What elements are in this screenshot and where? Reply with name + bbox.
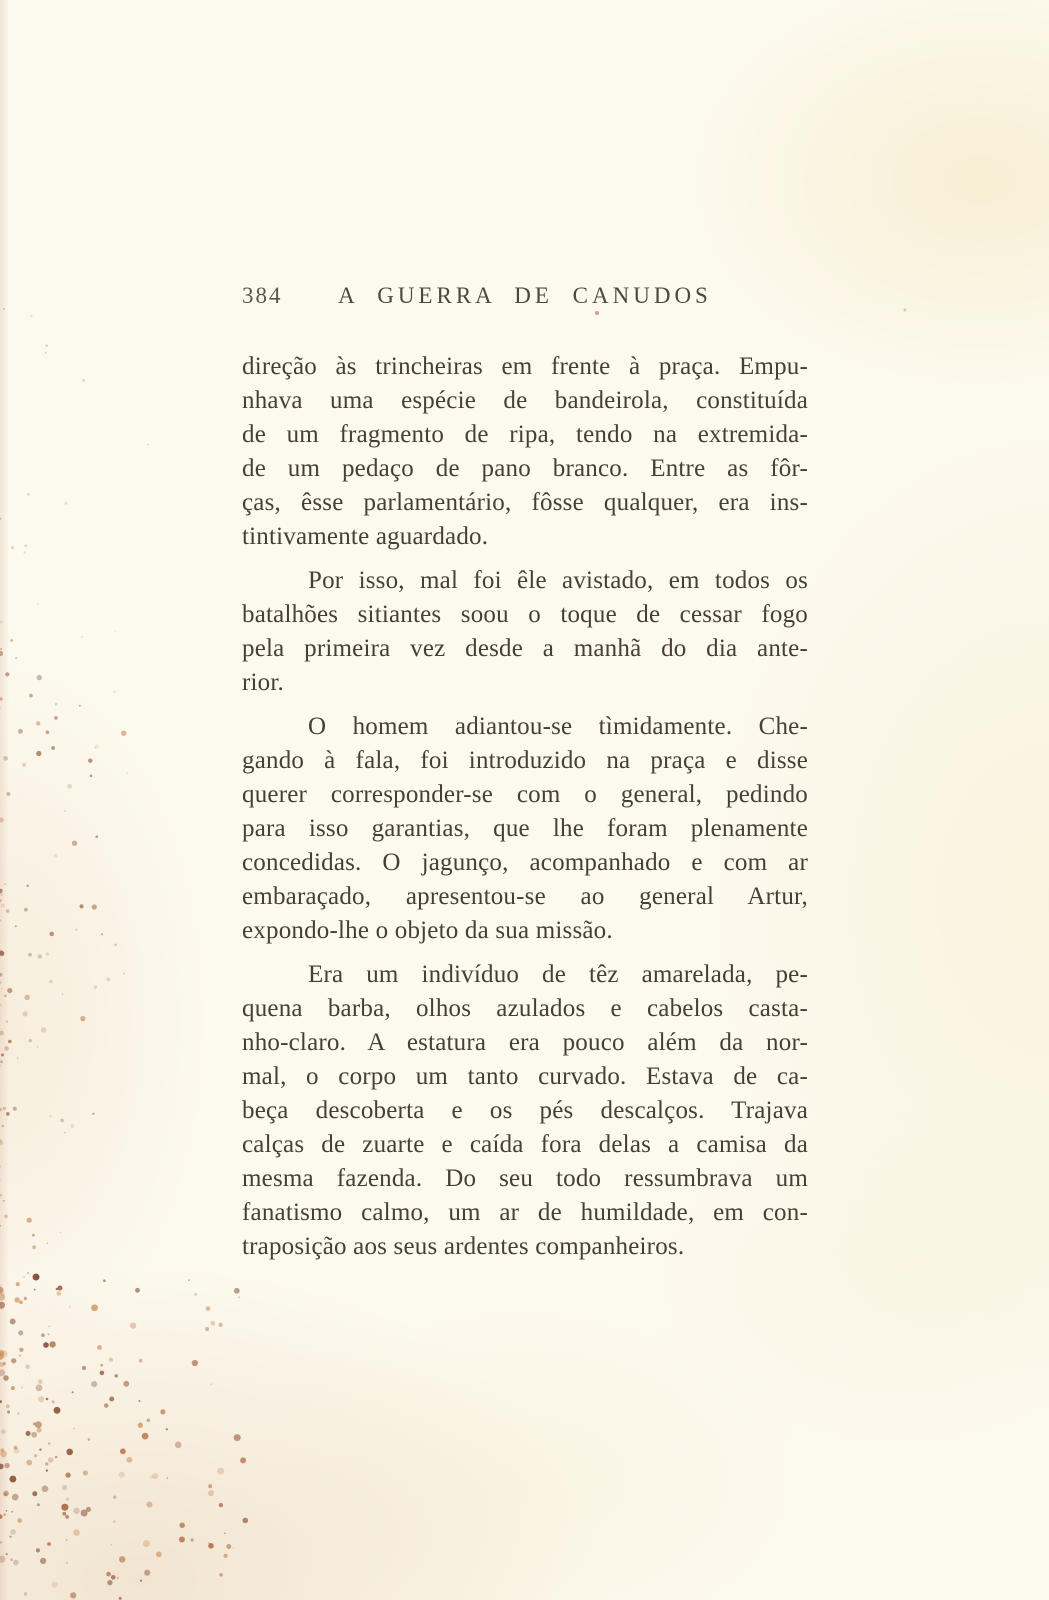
text-line: nho-claro. A estatura era pouco além da nor- (242, 1029, 808, 1056)
text-line: batalhões sitiantes soou o toque de cessar fogo (242, 601, 808, 628)
text-line: pela primeira vez desde a manhã do dia ante- (242, 635, 808, 662)
text-line: calças de zuarte e caída fora delas a camisa da (242, 1131, 808, 1158)
text-line: nhava uma espécie de bandeirola, constituída (242, 387, 808, 414)
text-line: mesma fazenda. Do seu todo ressumbrava um (242, 1165, 808, 1192)
running-title: A GUERRA DE CANUDOS (338, 283, 712, 308)
text-line: concedidas. O jagunço, acompanhado e com ar (242, 849, 808, 876)
text-line: de um fragmento de ripa, tendo na extremida- (242, 421, 808, 448)
text-line: rior. (242, 669, 284, 696)
body-text (242, 350, 808, 1264)
text-line: querer corresponder-se com o general, pedindo (242, 781, 808, 808)
text-line: tintivamente aguardado. (242, 523, 489, 550)
text-line: de um pedaço de pano branco. Entre as fôr- (242, 455, 808, 482)
text-line: ças, êsse parlamentário, fôsse qualquer, era ins- (242, 489, 808, 516)
paragraph (242, 958, 808, 1264)
text-line: traposição aos seus ardentes companheiros. (242, 1233, 685, 1260)
text-line: Por isso, mal foi êle avistado, em todos os (308, 567, 808, 594)
text-line: embaraçado, apresentou-se ao general Artur, (242, 883, 808, 910)
text-line: direção às trincheiras em frente à praça. Empu- (242, 353, 808, 380)
paragraph (242, 350, 808, 554)
text-line: O homem adiantou-se tìmidamente. Che- (308, 713, 808, 740)
text-line: fanatismo calmo, um ar de humildade, em con- (242, 1199, 808, 1226)
paragraph (242, 710, 808, 948)
text-line: Era um indivíduo de têz amarelada, pe- (308, 961, 808, 988)
text-line: expondo-lhe o objeto da sua missão. (242, 917, 613, 944)
page-number: 384 (242, 283, 283, 308)
text-line: quena barba, olhos azulados e cabelos casta- (242, 995, 808, 1022)
paragraph (242, 564, 808, 700)
text-line: mal, o corpo um tanto curvado. Estava de ca- (242, 1063, 808, 1090)
running-head (242, 283, 808, 313)
text-line: gando à fala, foi introduzido na praça e disse (242, 747, 808, 774)
text-line: beça descoberta e os pés descalços. Trajava (242, 1097, 808, 1124)
text-line: para isso garantias, que lhe foram plenamente (242, 815, 808, 842)
